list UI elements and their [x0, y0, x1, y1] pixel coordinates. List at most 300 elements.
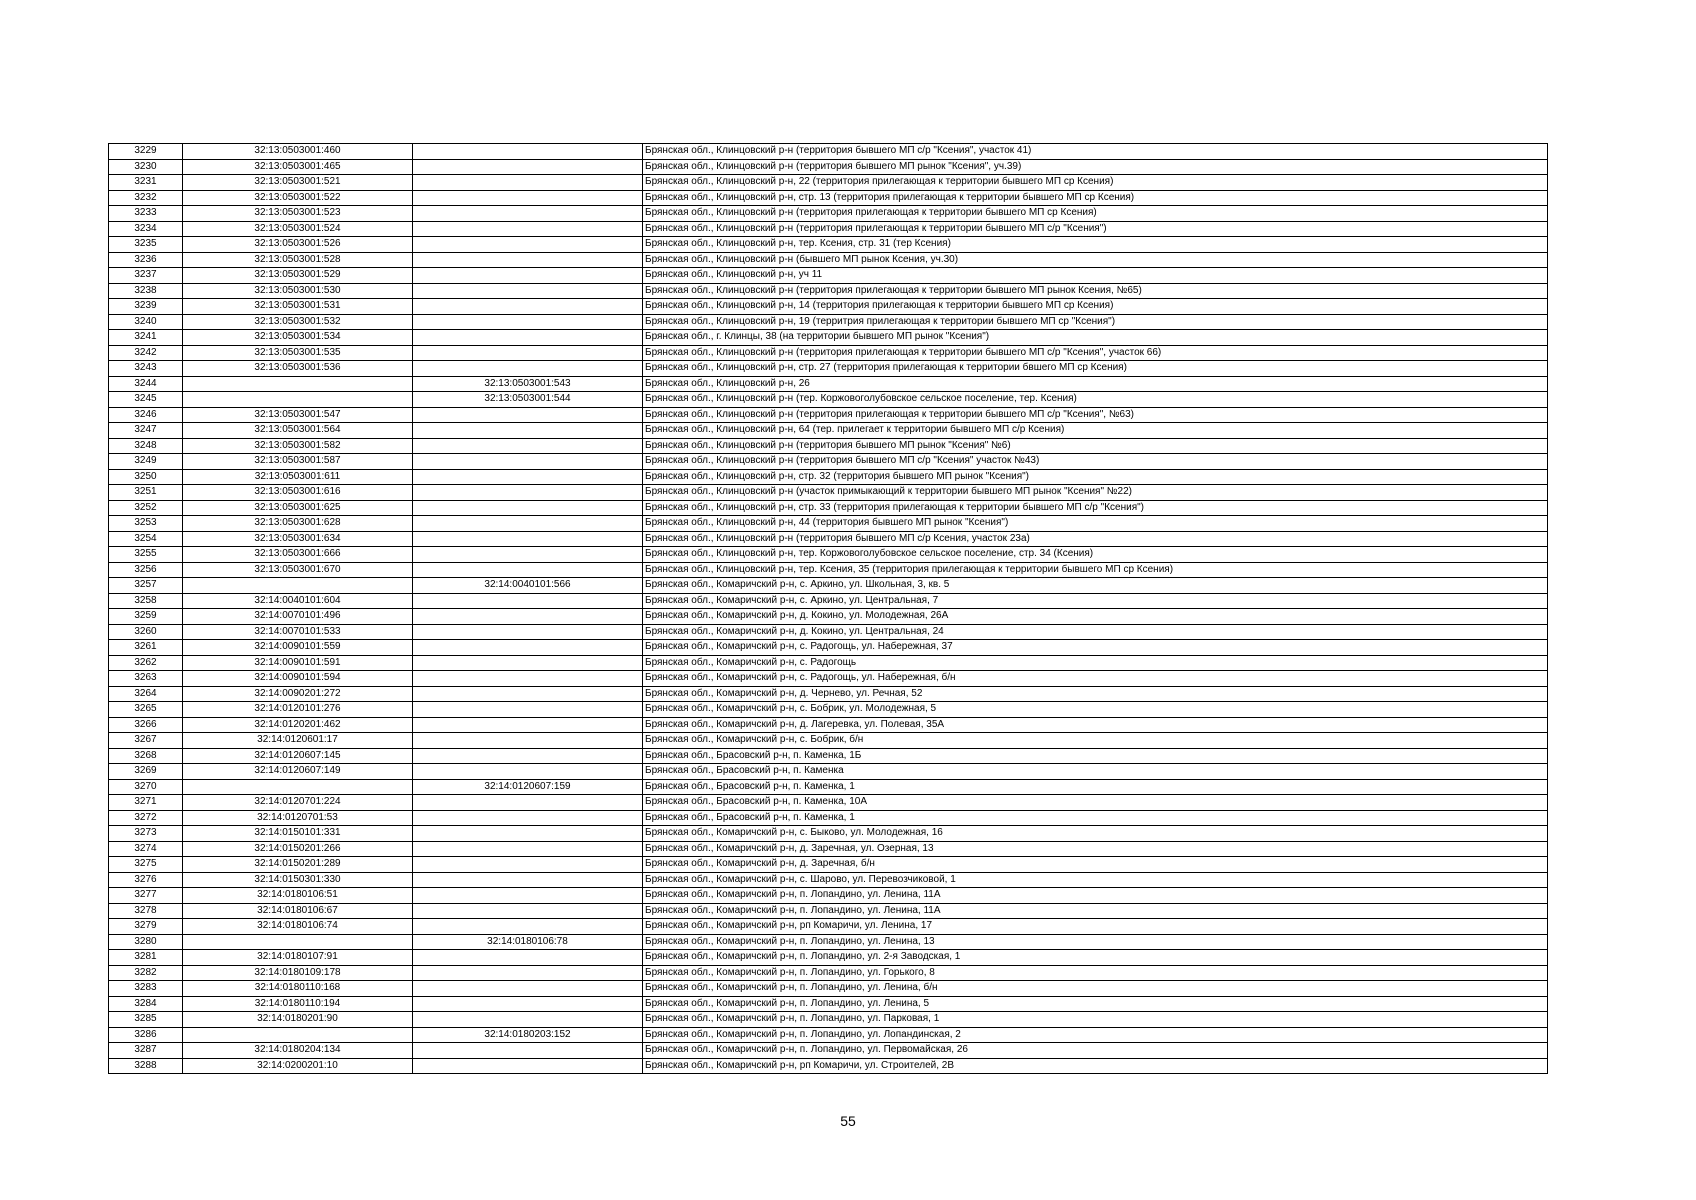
table-row	[109, 407, 1548, 423]
address-cell: Брянская обл., Клинцовский р-н (территория прилегающая к территории бывшего МП с/р "Ксения")	[643, 221, 1548, 237]
address-cell: Брянская обл., Комаричский р-н, п. Лопандино, ул. Ленина, б/н	[643, 981, 1548, 997]
row-number-cell: 3247	[109, 423, 183, 439]
cadastral-number-cell: 32:13:0503001:625	[183, 500, 413, 516]
table-row	[109, 345, 1548, 361]
cadastral-number-alt-cell	[413, 764, 643, 780]
table-row	[109, 237, 1548, 253]
cadastral-number-cell: 32:14:0070101:533	[183, 624, 413, 640]
cadastral-number-cell	[183, 392, 413, 408]
cadastral-number-alt-cell	[413, 469, 643, 485]
cadastral-number-alt-cell	[413, 159, 643, 175]
row-number-cell: 3283	[109, 981, 183, 997]
row-number-cell: 3278	[109, 903, 183, 919]
table-row	[109, 624, 1548, 640]
cadastral-number-alt-cell	[413, 996, 643, 1012]
row-number-cell: 3239	[109, 299, 183, 315]
cadastral-number-cell: 32:14:0120607:149	[183, 764, 413, 780]
row-number-cell: 3230	[109, 159, 183, 175]
page-number: 55	[840, 1113, 856, 1129]
address-cell: Брянская обл., Комаричский р-н, п. Лопандино, ул. Ленина, 11А	[643, 903, 1548, 919]
cadastral-number-alt-cell: 32:13:0503001:543	[413, 376, 643, 392]
row-number-cell: 3251	[109, 485, 183, 501]
cadastral-number-alt-cell	[413, 903, 643, 919]
address-cell: Брянская обл., Клинцовский р-н, 19 (территрия прилегающая к территории бывшего МП ср "Ксения")	[643, 314, 1548, 330]
cadastral-number-cell: 32:14:0180109:178	[183, 965, 413, 981]
cadastral-number-cell	[183, 578, 413, 594]
cadastral-number-cell: 32:14:0090101:594	[183, 671, 413, 687]
cadastral-number-cell: 32:13:0503001:564	[183, 423, 413, 439]
table-row	[109, 981, 1548, 997]
cadastral-number-alt-cell: 32:14:0180106:78	[413, 934, 643, 950]
row-number-cell: 3229	[109, 144, 183, 160]
address-cell: Брянская обл., Клинцовский р-н (бывшего МП рынок Ксения, уч.30)	[643, 252, 1548, 268]
cadastral-number-alt-cell: 32:14:0120607:159	[413, 779, 643, 795]
table-row	[109, 888, 1548, 904]
cadastral-number-alt-cell	[413, 190, 643, 206]
table-row	[109, 919, 1548, 935]
table-row	[109, 826, 1548, 842]
address-cell: Брянская обл., Клинцовский р-н, тер. Ксения, стр. 31 (тер Ксения)	[643, 237, 1548, 253]
cadastral-number-cell	[183, 1027, 413, 1043]
address-cell: Брянская обл., Клинцовский р-н (тер. Коржовоголубовское сельское поселение, тер. Ксения)	[643, 392, 1548, 408]
address-cell: Брянская обл., Клинцовский р-н, 64 (тер. прилегает к территории бывшего МП с/р Ксения)	[643, 423, 1548, 439]
cadastral-number-cell: 32:13:0503001:529	[183, 268, 413, 284]
address-cell: Брянская обл., Клинцовский р-н (территория прилегающая к территории бывшего МП с/р "Ксения", участок 66)	[643, 345, 1548, 361]
cadastral-number-alt-cell	[413, 965, 643, 981]
table-row	[109, 283, 1548, 299]
cadastral-number-cell: 32:14:0150301:330	[183, 872, 413, 888]
cadastral-number-cell: 32:14:0120701:224	[183, 795, 413, 811]
table-row	[109, 469, 1548, 485]
cadastral-number-cell: 32:14:0180201:90	[183, 1012, 413, 1028]
cadastral-number-alt-cell	[413, 454, 643, 470]
address-cell: Брянская обл., Клинцовский р-н (территория бывшего МП рынок "Ксения", уч.39)	[643, 159, 1548, 175]
table-row	[109, 252, 1548, 268]
address-cell: Брянская обл., Клинцовский р-н, стр. 32 (территория бывшего МП рынок "Ксения")	[643, 469, 1548, 485]
cadastral-number-cell: 32:13:0503001:531	[183, 299, 413, 315]
table-row	[109, 159, 1548, 175]
row-number-cell: 3242	[109, 345, 183, 361]
cadastral-number-cell: 32:13:0503001:628	[183, 516, 413, 532]
table-row	[109, 206, 1548, 222]
table-row	[109, 562, 1548, 578]
cadastral-number-cell: 32:14:0120601:17	[183, 733, 413, 749]
address-cell: Брянская обл., Комаричский р-н, д. Заречная, б/н	[643, 857, 1548, 873]
cadastral-number-cell: 32:14:0090201:272	[183, 686, 413, 702]
table-row	[109, 764, 1548, 780]
address-cell: Брянская обл., Комаричский р-н, п. Лопандино, ул. Ленина, 5	[643, 996, 1548, 1012]
property-table	[108, 143, 1548, 1074]
row-number-cell: 3275	[109, 857, 183, 873]
row-number-cell: 3253	[109, 516, 183, 532]
address-cell: Брянская обл., Комаричский р-н, п. Лопандино, ул. Ленина, 13	[643, 934, 1548, 950]
row-number-cell: 3236	[109, 252, 183, 268]
row-number-cell: 3250	[109, 469, 183, 485]
row-number-cell: 3232	[109, 190, 183, 206]
table-row	[109, 671, 1548, 687]
row-number-cell: 3280	[109, 934, 183, 950]
cadastral-number-alt-cell	[413, 531, 643, 547]
cadastral-number-cell	[183, 376, 413, 392]
row-number-cell: 3244	[109, 376, 183, 392]
row-number-cell: 3237	[109, 268, 183, 284]
cadastral-number-cell: 32:13:0503001:582	[183, 438, 413, 454]
cadastral-number-alt-cell: 32:14:0180203:152	[413, 1027, 643, 1043]
cadastral-number-cell: 32:13:0503001:523	[183, 206, 413, 222]
cadastral-number-alt-cell	[413, 655, 643, 671]
row-number-cell: 3241	[109, 330, 183, 346]
cadastral-number-cell: 32:13:0503001:616	[183, 485, 413, 501]
cadastral-number-cell: 32:14:0120607:145	[183, 748, 413, 764]
address-cell: Брянская обл., Брасовский р-н, п. Каменка, 10А	[643, 795, 1548, 811]
row-number-cell: 3233	[109, 206, 183, 222]
address-cell: Брянская обл., Клинцовский р-н (территория прилегающая к территории бывшего МП с/р "Ксения", №63)	[643, 407, 1548, 423]
row-number-cell: 3259	[109, 609, 183, 625]
cadastral-number-alt-cell	[413, 671, 643, 687]
cadastral-number-cell: 32:14:0150201:289	[183, 857, 413, 873]
table-row	[109, 531, 1548, 547]
address-cell: Брянская обл., г. Клинцы, 38 (на территории бывшего МП рынок "Ксения")	[643, 330, 1548, 346]
cadastral-number-cell: 32:13:0503001:666	[183, 547, 413, 563]
address-cell: Брянская обл., Клинцовский р-н (территория прилегающая к территории бывшего МП рынок Ксения, №65)	[643, 283, 1548, 299]
cadastral-number-cell: 32:13:0503001:530	[183, 283, 413, 299]
cadastral-number-cell: 32:14:0120101:276	[183, 702, 413, 718]
row-number-cell: 3274	[109, 841, 183, 857]
address-cell: Брянская обл., Клинцовский р-н, 22 (территория прилегающая к территории бывшего МП ср Ксения)	[643, 175, 1548, 191]
row-number-cell: 3269	[109, 764, 183, 780]
cadastral-number-alt-cell	[413, 423, 643, 439]
address-cell: Брянская обл., Комаричский р-н, д. Чернево, ул. Речная, 52	[643, 686, 1548, 702]
address-cell: Брянская обл., Комаричский р-н, с. Радогощь	[643, 655, 1548, 671]
cadastral-number-cell: 32:13:0503001:634	[183, 531, 413, 547]
cadastral-number-alt-cell	[413, 733, 643, 749]
cadastral-number-cell: 32:14:0090101:559	[183, 640, 413, 656]
table-row	[109, 299, 1548, 315]
cadastral-number-cell: 32:13:0503001:534	[183, 330, 413, 346]
table-row	[109, 593, 1548, 609]
cadastral-number-alt-cell	[413, 888, 643, 904]
table-row	[109, 950, 1548, 966]
row-number-cell: 3286	[109, 1027, 183, 1043]
row-number-cell: 3260	[109, 624, 183, 640]
address-cell: Брянская обл., Комаричский р-н, с. Радогощь, ул. Набережная, б/н	[643, 671, 1548, 687]
address-cell: Брянская обл., Комаричский р-н, п. Лопандино, ул. 2-я Заводская, 1	[643, 950, 1548, 966]
row-number-cell: 3248	[109, 438, 183, 454]
cadastral-number-cell: 32:14:0150201:266	[183, 841, 413, 857]
address-cell: Брянская обл., Клинцовский р-н (участок примыкающий к территории бывшего МП рынок "Ксения" №22)	[643, 485, 1548, 501]
cadastral-number-alt-cell	[413, 237, 643, 253]
row-number-cell: 3231	[109, 175, 183, 191]
cadastral-number-alt-cell	[413, 810, 643, 826]
table-row	[109, 609, 1548, 625]
cadastral-number-alt-cell	[413, 593, 643, 609]
row-number-cell: 3245	[109, 392, 183, 408]
row-number-cell: 3272	[109, 810, 183, 826]
cadastral-number-alt-cell	[413, 516, 643, 532]
cadastral-number-cell: 32:13:0503001:670	[183, 562, 413, 578]
table-row	[109, 392, 1548, 408]
row-number-cell: 3246	[109, 407, 183, 423]
cadastral-number-cell: 32:14:0180106:67	[183, 903, 413, 919]
row-number-cell: 3276	[109, 872, 183, 888]
table-row	[109, 516, 1548, 532]
table-row	[109, 702, 1548, 718]
cadastral-number-alt-cell	[413, 826, 643, 842]
address-cell: Брянская обл., Комаричский р-н, д. Заречная, ул. Озерная, 13	[643, 841, 1548, 857]
address-cell: Брянская обл., Комаричский р-н, д. Кокино, ул. Молодежная, 26А	[643, 609, 1548, 625]
cadastral-number-alt-cell	[413, 686, 643, 702]
cadastral-number-alt-cell	[413, 1058, 643, 1074]
address-cell: Брянская обл., Комаричский р-н, п. Лопандино, ул. Ленина, 11А	[643, 888, 1548, 904]
cadastral-number-alt-cell	[413, 857, 643, 873]
row-number-cell: 3256	[109, 562, 183, 578]
address-cell: Брянская обл., Клинцовский р-н, 44 (территория бывшего МП рынок "Ксения")	[643, 516, 1548, 532]
table-row	[109, 996, 1548, 1012]
row-number-cell: 3257	[109, 578, 183, 594]
cadastral-number-cell: 32:13:0503001:536	[183, 361, 413, 377]
table-row	[109, 733, 1548, 749]
address-cell: Брянская обл., Комаричский р-н, с. Аркино, ул. Центральная, 7	[643, 593, 1548, 609]
cadastral-number-cell: 32:13:0503001:547	[183, 407, 413, 423]
cadastral-number-alt-cell	[413, 717, 643, 733]
table-row	[109, 361, 1548, 377]
table-row	[109, 655, 1548, 671]
cadastral-number-alt-cell	[413, 950, 643, 966]
cadastral-number-alt-cell	[413, 144, 643, 160]
row-number-cell: 3273	[109, 826, 183, 842]
cadastral-number-cell: 32:13:0503001:524	[183, 221, 413, 237]
address-cell: Брянская обл., Брасовский р-н, п. Каменка, 1Б	[643, 748, 1548, 764]
cadastral-number-cell: 32:13:0503001:526	[183, 237, 413, 253]
table-row	[109, 640, 1548, 656]
address-cell: Брянская обл., Клинцовский р-н, уч 11	[643, 268, 1548, 284]
address-cell: Брянская обл., Брасовский р-н, п. Каменка, 1	[643, 779, 1548, 795]
row-number-cell: 3249	[109, 454, 183, 470]
row-number-cell: 3234	[109, 221, 183, 237]
cadastral-number-alt-cell	[413, 609, 643, 625]
table-row	[109, 903, 1548, 919]
row-number-cell: 3277	[109, 888, 183, 904]
row-number-cell: 3268	[109, 748, 183, 764]
address-cell: Брянская обл., Клинцовский р-н (территория бывшего МП с/р "Ксения", участок 41)	[643, 144, 1548, 160]
row-number-cell: 3238	[109, 283, 183, 299]
cadastral-number-alt-cell	[413, 919, 643, 935]
table-row	[109, 330, 1548, 346]
table-row	[109, 717, 1548, 733]
row-number-cell: 3281	[109, 950, 183, 966]
table-row	[109, 841, 1548, 857]
row-number-cell: 3288	[109, 1058, 183, 1074]
table-row	[109, 872, 1548, 888]
cadastral-number-alt-cell	[413, 1012, 643, 1028]
table-row	[109, 779, 1548, 795]
table-row	[109, 144, 1548, 160]
table-row	[109, 965, 1548, 981]
cadastral-number-cell: 32:14:0090101:591	[183, 655, 413, 671]
address-cell: Брянская обл., Клинцовский р-н, тер. Ксения, 35 (территория прилегающая к территории бывшего МП ср Ксения)	[643, 562, 1548, 578]
address-cell: Брянская обл., Комаричский р-н, с. Шарово, ул. Перевозчиковой, 1	[643, 872, 1548, 888]
address-cell: Брянская обл., Клинцовский р-н, стр. 33 (территория прилегающая к территории бывшего МП с/р "Ксения")	[643, 500, 1548, 516]
address-cell: Брянская обл., Комаричский р-н, п. Лопандино, ул. Первомайская, 26	[643, 1043, 1548, 1059]
cadastral-number-cell	[183, 779, 413, 795]
cadastral-number-alt-cell	[413, 981, 643, 997]
cadastral-number-alt-cell	[413, 748, 643, 764]
cadastral-number-cell: 32:14:0180110:194	[183, 996, 413, 1012]
cadastral-number-cell: 32:13:0503001:532	[183, 314, 413, 330]
table-row	[109, 190, 1548, 206]
cadastral-number-alt-cell	[413, 268, 643, 284]
cadastral-number-alt-cell	[413, 345, 643, 361]
address-cell: Брянская обл., Комаричский р-н, с. Бобрик, б/н	[643, 733, 1548, 749]
cadastral-number-alt-cell	[413, 562, 643, 578]
cadastral-number-alt-cell: 32:13:0503001:544	[413, 392, 643, 408]
cadastral-number-alt-cell	[413, 795, 643, 811]
address-cell: Брянская обл., Брасовский р-н, п. Каменка, 1	[643, 810, 1548, 826]
table-row	[109, 748, 1548, 764]
cadastral-number-cell: 32:13:0503001:587	[183, 454, 413, 470]
row-number-cell: 3258	[109, 593, 183, 609]
row-number-cell: 3285	[109, 1012, 183, 1028]
address-cell: Брянская обл., Брасовский р-н, п. Каменка	[643, 764, 1548, 780]
cadastral-number-cell: 32:13:0503001:611	[183, 469, 413, 485]
cadastral-number-alt-cell	[413, 500, 643, 516]
table-row	[109, 423, 1548, 439]
row-number-cell: 3243	[109, 361, 183, 377]
cadastral-number-cell: 32:14:0180107:91	[183, 950, 413, 966]
cadastral-number-alt-cell	[413, 206, 643, 222]
cadastral-number-alt-cell	[413, 841, 643, 857]
cadastral-number-cell: 32:14:0180204:134	[183, 1043, 413, 1059]
row-number-cell: 3271	[109, 795, 183, 811]
row-number-cell: 3254	[109, 531, 183, 547]
cadastral-number-cell: 32:14:0180106:51	[183, 888, 413, 904]
cadastral-number-cell: 32:14:0200201:10	[183, 1058, 413, 1074]
row-number-cell: 3265	[109, 702, 183, 718]
cadastral-number-cell: 32:14:0040101:604	[183, 593, 413, 609]
cadastral-number-alt-cell	[413, 485, 643, 501]
cadastral-number-alt-cell	[413, 438, 643, 454]
cadastral-number-cell	[183, 934, 413, 950]
cadastral-number-cell: 32:14:0180106:74	[183, 919, 413, 935]
row-number-cell: 3287	[109, 1043, 183, 1059]
address-cell: Брянская обл., Клинцовский р-н (территория прилегающая к территории бывшего МП ср Ксения)	[643, 206, 1548, 222]
address-cell: Брянская обл., Клинцовский р-н, стр. 13 (территория прилегающая к территории бывшего МП ср Ксения)	[643, 190, 1548, 206]
row-number-cell: 3261	[109, 640, 183, 656]
cadastral-number-alt-cell: 32:14:0040101:566	[413, 578, 643, 594]
address-cell: Брянская обл., Комаричский р-н, с. Бобрик, ул. Молодежная, 5	[643, 702, 1548, 718]
row-number-cell: 3262	[109, 655, 183, 671]
cadastral-number-cell: 32:13:0503001:460	[183, 144, 413, 160]
address-cell: Брянская обл., Клинцовский р-н, стр. 27 (территория прилегающая к территории бвшего МП ср Ксения)	[643, 361, 1548, 377]
table-row	[109, 438, 1548, 454]
row-number-cell: 3279	[109, 919, 183, 935]
address-cell: Брянская обл., Комаричский р-н, рп Комаричи, ул. Ленина, 17	[643, 919, 1548, 935]
row-number-cell: 3264	[109, 686, 183, 702]
cadastral-number-alt-cell	[413, 361, 643, 377]
cadastral-number-alt-cell	[413, 547, 643, 563]
address-cell: Брянская обл., Клинцовский р-н, тер. Коржовоголубовское сельское поселение, стр. 34 (Ксения)	[643, 547, 1548, 563]
address-cell: Брянская обл., Клинцовский р-н, 26	[643, 376, 1548, 392]
row-number-cell: 3282	[109, 965, 183, 981]
address-cell: Брянская обл., Комаричский р-н, с. Радогощь, ул. Набережная, 37	[643, 640, 1548, 656]
cadastral-number-cell: 32:13:0503001:528	[183, 252, 413, 268]
table-row	[109, 934, 1548, 950]
cadastral-number-alt-cell	[413, 407, 643, 423]
address-cell: Брянская обл., Комаричский р-н, п. Лопандино, ул. Лопандинская, 2	[643, 1027, 1548, 1043]
cadastral-number-alt-cell	[413, 175, 643, 191]
cadastral-number-cell: 32:14:0150101:331	[183, 826, 413, 842]
address-cell: Брянская обл., Комаричский р-н, рп Комаричи, ул. Строителей, 2В	[643, 1058, 1548, 1074]
property-table-body	[109, 144, 1548, 1074]
table-row	[109, 454, 1548, 470]
row-number-cell: 3255	[109, 547, 183, 563]
row-number-cell: 3284	[109, 996, 183, 1012]
address-cell: Брянская обл., Клинцовский р-н (территория бывшего МП с/р "Ксения" участок №43)	[643, 454, 1548, 470]
table-row	[109, 810, 1548, 826]
cadastral-number-cell: 32:13:0503001:535	[183, 345, 413, 361]
table-row	[109, 175, 1548, 191]
cadastral-number-alt-cell	[413, 299, 643, 315]
address-cell: Брянская обл., Комаричский р-н, п. Лопандино, ул. Горького, 8	[643, 965, 1548, 981]
cadastral-number-alt-cell	[413, 330, 643, 346]
table-row	[109, 1043, 1548, 1059]
row-number-cell: 3240	[109, 314, 183, 330]
table-row	[109, 314, 1548, 330]
cadastral-number-cell: 32:13:0503001:522	[183, 190, 413, 206]
table-row	[109, 1012, 1548, 1028]
table-row	[109, 795, 1548, 811]
cadastral-number-alt-cell	[413, 702, 643, 718]
table-row	[109, 500, 1548, 516]
address-cell: Брянская обл., Комаричский р-н, с. Быково, ул. Молодежная, 16	[643, 826, 1548, 842]
address-cell: Брянская обл., Клинцовский р-н (территория бывшего МП рынок "Ксения" №6)	[643, 438, 1548, 454]
cadastral-number-alt-cell	[413, 1043, 643, 1059]
table-row	[109, 1058, 1548, 1074]
row-number-cell: 3266	[109, 717, 183, 733]
cadastral-number-alt-cell	[413, 640, 643, 656]
cadastral-number-cell: 32:14:0070101:496	[183, 609, 413, 625]
table-row	[109, 547, 1548, 563]
cadastral-number-cell: 32:14:0120701:53	[183, 810, 413, 826]
table-row	[109, 857, 1548, 873]
cadastral-number-alt-cell	[413, 283, 643, 299]
row-number-cell: 3270	[109, 779, 183, 795]
row-number-cell: 3235	[109, 237, 183, 253]
row-number-cell: 3267	[109, 733, 183, 749]
address-cell: Брянская обл., Комаричский р-н, д. Лагеревка, ул. Полевая, 35А	[643, 717, 1548, 733]
cadastral-number-alt-cell	[413, 872, 643, 888]
cadastral-number-alt-cell	[413, 221, 643, 237]
address-cell: Брянская обл., Комаричский р-н, п. Лопандино, ул. Парковая, 1	[643, 1012, 1548, 1028]
cadastral-number-cell: 32:14:0120201:462	[183, 717, 413, 733]
address-cell: Брянская обл., Клинцовский р-н, 14 (территория прилегающая к территории бывшего МП ср Ксения)	[643, 299, 1548, 315]
cadastral-number-alt-cell	[413, 314, 643, 330]
cadastral-number-cell: 32:13:0503001:521	[183, 175, 413, 191]
cadastral-number-cell: 32:14:0180110:168	[183, 981, 413, 997]
table-row	[109, 221, 1548, 237]
address-cell: Брянская обл., Клинцовский р-н (территория бывшего МП с/р Ксения, участок 23а)	[643, 531, 1548, 547]
cadastral-number-alt-cell	[413, 252, 643, 268]
table-row	[109, 485, 1548, 501]
address-cell: Брянская обл., Комаричский р-н, с. Аркино, ул. Школьная, 3, кв. 5	[643, 578, 1548, 594]
cadastral-number-cell: 32:13:0503001:465	[183, 159, 413, 175]
table-row	[109, 376, 1548, 392]
address-cell: Брянская обл., Комаричский р-н, д. Кокино, ул. Центральная, 24	[643, 624, 1548, 640]
cadastral-number-alt-cell	[413, 624, 643, 640]
table-row	[109, 578, 1548, 594]
row-number-cell: 3252	[109, 500, 183, 516]
row-number-cell: 3263	[109, 671, 183, 687]
